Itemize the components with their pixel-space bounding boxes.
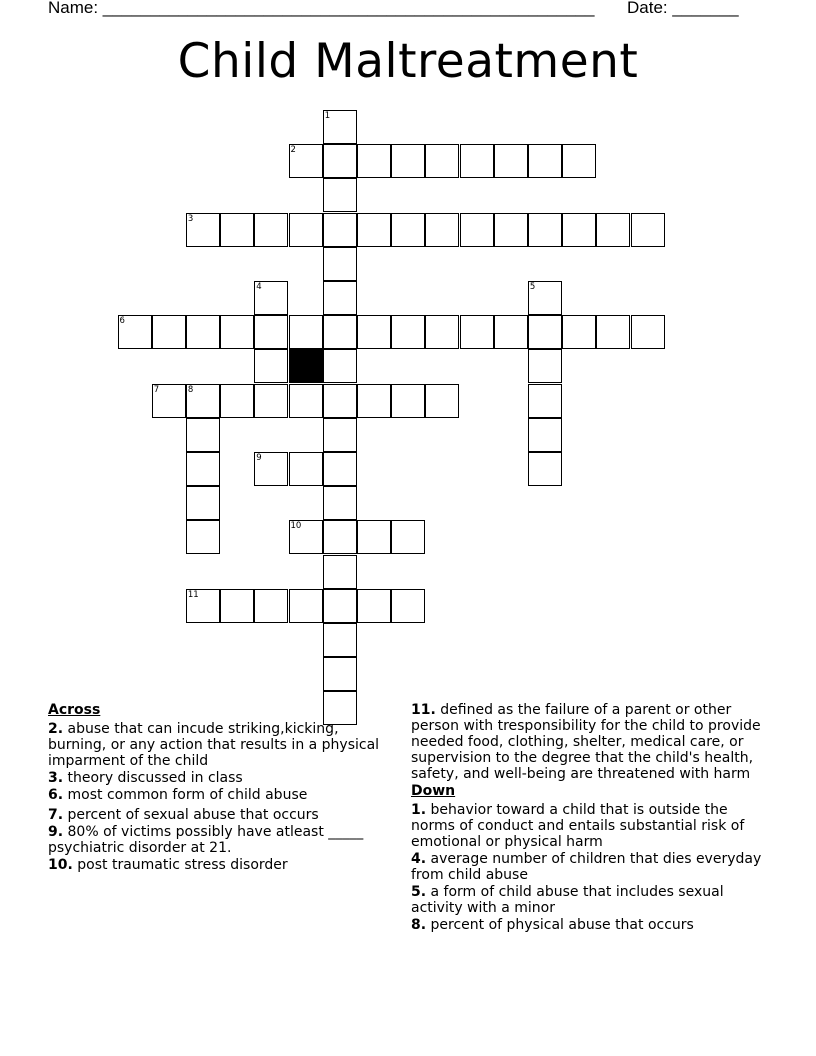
clue-number: 5. <box>411 884 427 900</box>
grid-cell[interactable] <box>289 520 323 554</box>
grid-cell[interactable] <box>186 384 220 418</box>
grid-cell[interactable] <box>289 213 323 247</box>
grid-cell[interactable] <box>425 144 459 178</box>
grid-cell[interactable] <box>186 589 220 623</box>
clue-down-1 <box>411 802 771 850</box>
cell-number: 4 <box>256 282 262 292</box>
grid-cell[interactable] <box>323 589 357 623</box>
black-cell <box>289 349 323 383</box>
clue-down-8 <box>411 917 771 933</box>
grid-cell[interactable] <box>323 418 357 452</box>
cell-number: 11 <box>187 589 199 600</box>
cell-number: 3 <box>187 213 194 224</box>
grid-cell[interactable] <box>254 281 288 315</box>
grid-cell[interactable] <box>323 247 357 281</box>
grid-cell[interactable] <box>323 178 357 212</box>
grid-cell[interactable] <box>562 315 596 349</box>
clue-across-3 <box>48 770 400 786</box>
grid-cell[interactable] <box>323 281 357 315</box>
grid-cell[interactable] <box>357 589 391 623</box>
cell-number: 7 <box>153 384 160 395</box>
page-title: Child Maltreatment <box>177 34 639 89</box>
grid-cell[interactable] <box>357 213 391 247</box>
grid-cell[interactable] <box>323 520 357 554</box>
grid-cell[interactable] <box>220 315 254 349</box>
grid-cell[interactable] <box>596 213 630 247</box>
grid-cell[interactable] <box>391 520 425 554</box>
clue-across-6 <box>48 787 400 803</box>
clue-across-10 <box>48 857 400 873</box>
grid-cell[interactable] <box>391 589 425 623</box>
grid-cell[interactable] <box>254 349 288 383</box>
grid-cell[interactable] <box>528 384 562 418</box>
grid-cell[interactable] <box>323 486 357 520</box>
clue-text: percent of physical abuse that occurs <box>430 917 694 933</box>
grid-cell[interactable] <box>289 452 323 486</box>
clue-number: 6. <box>48 787 64 803</box>
grid-cell[interactable] <box>562 144 596 178</box>
grid-cell[interactable] <box>323 452 357 486</box>
grid-cell[interactable] <box>528 418 562 452</box>
grid-cell[interactable] <box>254 452 288 486</box>
grid-cell[interactable] <box>323 213 357 247</box>
grid-cell[interactable] <box>289 144 323 178</box>
clue-text: abuse that can incude striking,kicking, burning, or any action that results in a physical imparment of the child <box>48 721 380 769</box>
date-field[interactable]: Date: _______ <box>627 0 739 17</box>
grid-cell[interactable] <box>254 384 288 418</box>
clue-across-9 <box>48 824 400 856</box>
clues-left-column <box>48 702 400 874</box>
clue-number: 8. <box>411 917 427 933</box>
grid-cell[interactable] <box>460 315 494 349</box>
clue-across-7 <box>48 807 400 823</box>
grid-cell[interactable] <box>460 144 494 178</box>
clue-text: a form of child abuse that includes sexual activity with a minor <box>411 884 724 916</box>
down-heading: Down <box>411 783 456 799</box>
cell-number: 6 <box>119 316 125 327</box>
grid-cell[interactable] <box>289 315 323 349</box>
clue-text: behavior toward a child that is outside the norms of conduct and entails substantial risk of emotional or physical harm <box>411 802 745 850</box>
clue-text: most common form of child abuse <box>67 787 308 803</box>
clue-across-2 <box>48 721 400 769</box>
cell-number: 5 <box>529 282 536 292</box>
grid-cell[interactable] <box>528 281 562 315</box>
clue-down-5 <box>411 884 771 916</box>
clue-number: 7. <box>48 807 64 823</box>
grid-cell[interactable] <box>528 452 562 486</box>
grid-cell[interactable] <box>631 315 665 349</box>
cell-number: 2 <box>290 145 296 156</box>
grid-cell[interactable] <box>357 384 391 418</box>
grid-cell[interactable] <box>186 418 220 452</box>
grid-cell[interactable] <box>152 315 186 349</box>
clue-number: 9. <box>48 824 64 840</box>
grid-cell[interactable] <box>186 486 220 520</box>
across-heading: Across <box>48 702 101 718</box>
grid-cell[interactable] <box>323 144 357 178</box>
clue-text: average number of children that dies everyday from child abuse <box>411 851 762 883</box>
clues-right-column <box>411 702 771 934</box>
name-field[interactable]: Name: ____________________________________________________ <box>48 0 595 17</box>
clue-number: 3. <box>48 770 64 786</box>
grid-cell[interactable] <box>528 349 562 383</box>
cell-number: 1 <box>324 111 331 121</box>
grid-cell[interactable] <box>220 589 254 623</box>
grid-cell[interactable] <box>186 452 220 486</box>
grid-cell[interactable] <box>254 213 288 247</box>
grid-cell[interactable] <box>220 384 254 418</box>
cell-number: 9 <box>256 453 262 463</box>
grid-cell[interactable] <box>186 520 220 554</box>
grid-cell[interactable] <box>289 384 323 418</box>
grid-cell[interactable] <box>357 520 391 554</box>
grid-cell[interactable] <box>425 384 459 418</box>
grid-cell[interactable] <box>425 213 459 247</box>
grid-cell[interactable] <box>528 315 562 349</box>
grid-cell[interactable] <box>254 589 288 623</box>
grid-cell[interactable] <box>460 213 494 247</box>
grid-cell[interactable] <box>357 315 391 349</box>
grid-cell[interactable] <box>391 144 425 178</box>
clue-number: 11. <box>411 702 436 718</box>
cell-number: 10 <box>290 521 302 532</box>
clue-text: post traumatic stress disorder <box>77 857 288 873</box>
clue-number: 1. <box>411 802 427 818</box>
grid-cell[interactable] <box>152 384 186 418</box>
clue-down-4 <box>411 851 771 883</box>
clue-number: 10. <box>48 857 73 873</box>
grid-cell[interactable] <box>528 144 562 178</box>
grid-cell[interactable] <box>186 315 220 349</box>
grid-cell[interactable] <box>494 213 528 247</box>
grid-cell[interactable] <box>323 555 357 589</box>
grid-cell[interactable] <box>254 315 288 349</box>
grid-cell[interactable] <box>118 315 152 349</box>
grid-cell[interactable] <box>323 110 357 144</box>
clue-number: 2. <box>48 721 64 737</box>
grid-cell[interactable] <box>357 144 391 178</box>
grid-cell[interactable] <box>391 315 425 349</box>
clue-text: percent of sexual abuse that occurs <box>67 807 319 823</box>
grid-cell[interactable] <box>562 213 596 247</box>
grid-cell[interactable] <box>323 349 357 383</box>
grid-cell[interactable] <box>323 657 357 691</box>
grid-cell[interactable] <box>494 315 528 349</box>
grid-cell[interactable] <box>596 315 630 349</box>
grid-cell[interactable] <box>220 213 254 247</box>
clue-number: 4. <box>411 851 427 867</box>
grid-cell[interactable] <box>528 213 562 247</box>
grid-cell[interactable] <box>391 384 425 418</box>
clue-text: 80% of victims possibly have atleast _____ psychiatric disorder at 21. <box>48 824 364 856</box>
clue-text: theory discussed in class <box>67 770 243 786</box>
grid-cell[interactable] <box>425 315 459 349</box>
grid-cell[interactable] <box>323 315 357 349</box>
grid-cell[interactable] <box>323 384 357 418</box>
cell-number: 8 <box>187 384 194 395</box>
clue-across-11 <box>411 702 771 782</box>
grid-cell[interactable] <box>289 589 323 623</box>
clue-text: defined as the failure of a parent or other person with tresponsibility for the child to provide needed food, clothing, shelter, medical care, or supervision to the degree that the child's health, safety, and well-being are threatened with harm <box>411 702 761 782</box>
grid-cell[interactable] <box>391 213 425 247</box>
grid-cell[interactable] <box>631 213 665 247</box>
grid-cell[interactable] <box>186 213 220 247</box>
grid-cell[interactable] <box>494 144 528 178</box>
grid-cell[interactable] <box>323 623 357 657</box>
